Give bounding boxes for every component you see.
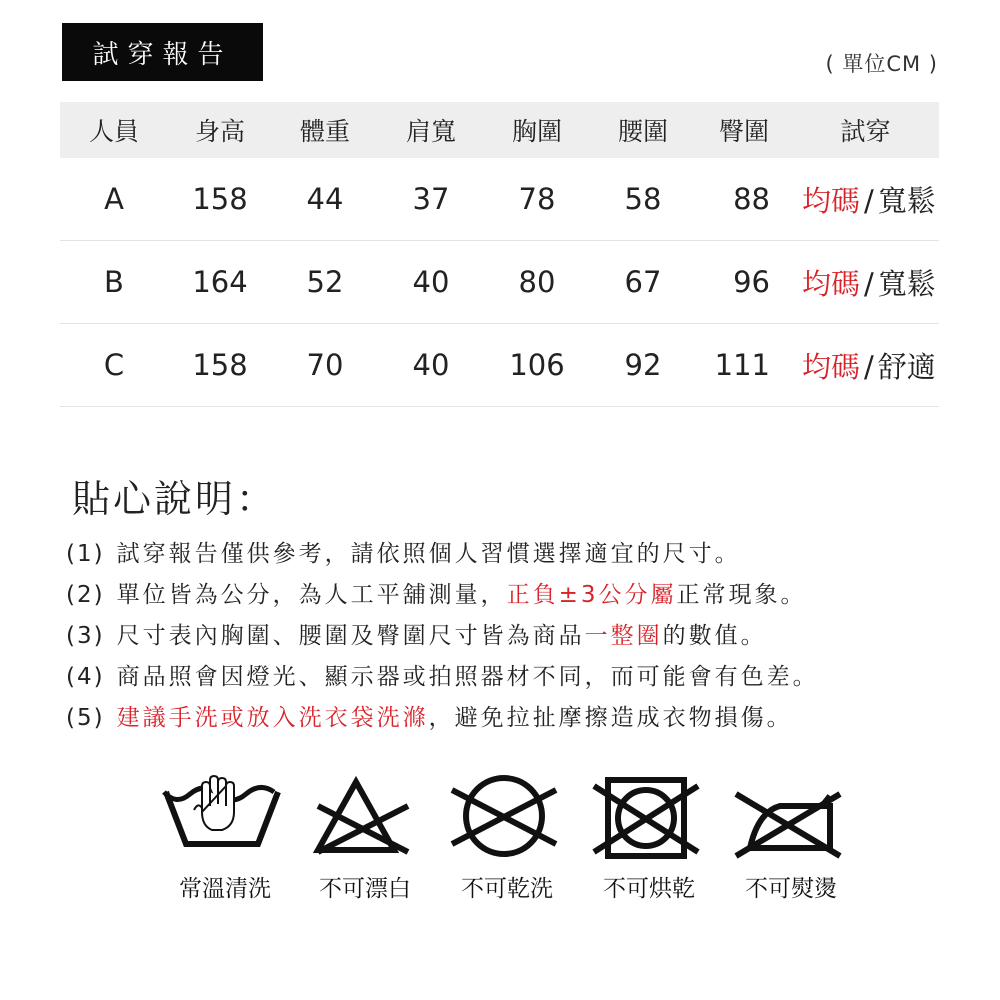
fit-feel: 舒適 — [877, 349, 936, 384]
cell-hip: 96 — [696, 241, 792, 324]
col-header-hip: 臀圍 — [696, 102, 792, 158]
note-text: 單位皆為公分，為人工平舖測量， — [116, 582, 507, 608]
care-item-no-tumble-dry — [584, 772, 714, 912]
cell-shoulder: 40 — [378, 324, 484, 407]
cell-waist: 92 — [590, 324, 696, 407]
no-iron-icon — [726, 772, 856, 867]
no-dry-clean-icon — [442, 772, 572, 867]
col-header-fit: 試穿 — [792, 102, 939, 158]
cell-person: A — [60, 158, 168, 241]
hand-wash-icon — [160, 772, 290, 867]
cell-chest: 106 — [484, 324, 590, 407]
note-text: 的數值。 — [662, 623, 767, 649]
note-text: 試穿報告僅供參考，請依照個人習慣選擇適宜的尺寸。 — [116, 541, 741, 567]
care-symbols — [160, 772, 850, 912]
note-number: (1) — [66, 541, 105, 567]
col-header-weight: 體重 — [272, 102, 378, 158]
cell-height: 158 — [168, 324, 272, 407]
fit-size: 均碼 — [802, 183, 861, 218]
col-header-shoulder: 肩寬 — [378, 102, 484, 158]
cell-person: C — [60, 324, 168, 407]
cell-weight: 52 — [272, 241, 378, 324]
fit-separator: / — [864, 266, 874, 301]
note-item — [66, 620, 966, 661]
cell-shoulder: 37 — [378, 158, 484, 241]
note-text: 正常現象。 — [676, 582, 807, 608]
note-highlight: 一整圈 — [584, 623, 663, 649]
care-item-hand-wash — [160, 772, 290, 912]
cell-hip: 88 — [696, 158, 792, 241]
note-item — [66, 702, 966, 743]
care-item-no-dry-clean — [442, 772, 572, 912]
notes-list — [66, 538, 966, 743]
fit-size: 均碼 — [802, 266, 861, 301]
note-highlight: 建議手洗或放入洗衣袋洗滌 — [116, 705, 429, 731]
col-header-chest: 胸圍 — [484, 102, 590, 158]
care-label: 不可漂白 — [319, 876, 411, 902]
note-number: (5) — [66, 705, 105, 731]
table-row — [60, 241, 939, 324]
cell-fit — [792, 241, 939, 324]
size-table — [60, 102, 939, 407]
cell-fit — [792, 158, 939, 241]
note-text: 尺寸表內胸圍、腰圍及臀圍尺寸皆為商品 — [116, 623, 585, 649]
unit-label: ( 單位CM ) — [825, 52, 938, 76]
cell-waist: 67 — [590, 241, 696, 324]
care-label: 不可烘乾 — [603, 876, 695, 902]
fit-separator: / — [864, 183, 874, 218]
cell-shoulder: 40 — [378, 241, 484, 324]
note-text: ，避免拉扯摩擦造成衣物損傷。 — [428, 705, 793, 731]
note-item — [66, 538, 966, 579]
care-label: 不可熨燙 — [745, 876, 837, 902]
col-header-waist: 腰圍 — [590, 102, 696, 158]
table-row — [60, 324, 939, 407]
cell-hip: 111 — [696, 324, 792, 407]
note-number: (3) — [66, 623, 105, 649]
table-header-row — [60, 102, 939, 158]
care-label: 不可乾洗 — [461, 876, 553, 902]
cell-weight: 44 — [272, 158, 378, 241]
fit-size: 均碼 — [802, 349, 861, 384]
cell-fit — [792, 324, 939, 407]
cell-height: 158 — [168, 158, 272, 241]
col-header-height: 身高 — [168, 102, 272, 158]
cell-weight: 70 — [272, 324, 378, 407]
no-tumble-dry-icon — [584, 772, 714, 867]
note-item — [66, 579, 966, 620]
note-highlight: 正負±3公分屬 — [506, 582, 677, 608]
note-text: 商品照會因燈光、顯示器或拍照器材不同，而可能會有色差。 — [116, 664, 819, 690]
fit-feel: 寬鬆 — [877, 266, 936, 301]
note-number: (4) — [66, 664, 105, 690]
report-title: 試穿報告 — [62, 23, 263, 81]
cell-height: 164 — [168, 241, 272, 324]
care-item-no-bleach — [300, 772, 430, 912]
note-number: (2) — [66, 582, 105, 608]
no-bleach-icon — [300, 772, 430, 867]
fit-feel: 寬鬆 — [877, 183, 936, 218]
care-item-no-iron — [726, 772, 856, 912]
cell-person: B — [60, 241, 168, 324]
fit-separator: / — [864, 349, 874, 384]
care-label: 常溫清洗 — [179, 876, 271, 902]
note-item — [66, 661, 966, 702]
col-header-person: 人員 — [60, 102, 168, 158]
table-row — [60, 158, 939, 241]
cell-chest: 78 — [484, 158, 590, 241]
notes-title: 貼心說明： — [72, 477, 278, 521]
cell-waist: 58 — [590, 158, 696, 241]
cell-chest: 80 — [484, 241, 590, 324]
